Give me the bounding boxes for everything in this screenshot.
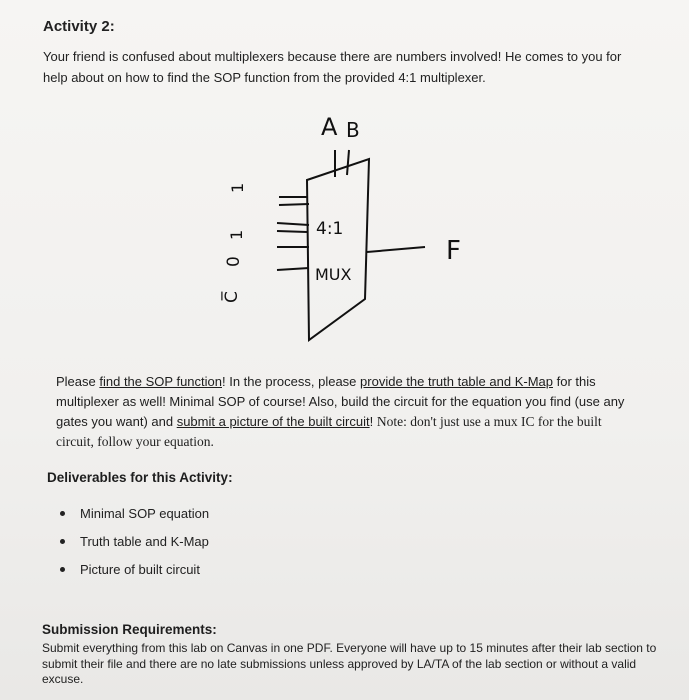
instr-link-sop: find the SOP function <box>99 374 222 389</box>
mux-type-label: MUX <box>315 265 352 284</box>
instr-text-4: ! <box>369 414 377 429</box>
instructions-paragraph <box>56 372 626 452</box>
submission-title: Submission Requirements: <box>42 622 217 637</box>
submission-text: Submit everything from this lab on Canvas in one PDF. Everyone will have up to 15 minutes after their lab section to submit their file and there are no late submissions unless approved by LA/TA of the lab section or without a valid excuse. <box>42 641 657 686</box>
activity-heading: Activity 2: <box>43 18 115 35</box>
bullet-icon <box>60 539 65 544</box>
input-label-i1: 1 <box>227 229 246 240</box>
mux-ratio-label: 4:1 <box>316 219 344 239</box>
select-line-b <box>347 150 349 175</box>
instr-note: Note: don't just use a mux IC for the built circuit, follow your equation. <box>56 414 602 449</box>
input-line-3 <box>277 268 309 270</box>
deliverable-label: Minimal SOP equation <box>80 505 210 521</box>
input-line-0 <box>279 204 309 205</box>
select-b-label: B <box>346 118 360 142</box>
input-label-i0: 1 <box>228 182 247 193</box>
mux-body <box>307 159 369 340</box>
output-label: F <box>446 236 461 266</box>
input-tick-1 <box>277 231 307 232</box>
mux-diagram <box>215 105 475 365</box>
mux-drawing <box>215 105 475 365</box>
input-label-i3: C̅ <box>222 291 242 303</box>
instr-text-3: for this multiplexer as well! Minimal SOP of course! Also, build the circuit for the equation you find (use any gates you want) and <box>56 374 625 429</box>
instr-link-truth-table: provide the truth table and K-Map <box>360 374 553 389</box>
output-line <box>367 247 425 252</box>
list-item <box>60 527 209 555</box>
bullet-icon <box>60 567 65 572</box>
instr-link-picture: submit a picture of the built circuit <box>176 414 370 429</box>
bullet-icon <box>60 511 65 516</box>
intro-paragraph: Your friend is confused about multiplexers because there are numbers involved! He comes to you for help about on how to find the SOP function from the provided 4:1 multiplexer. <box>43 49 622 85</box>
deliverable-label: Truth table and K-Map <box>80 533 209 549</box>
instr-text-1: Please <box>56 374 100 389</box>
deliverable-label: Picture of built circuit <box>80 561 200 577</box>
deliverables-list <box>60 499 209 583</box>
deliverables-title: Deliverables for this Activity: <box>47 470 233 485</box>
instr-text-2: ! In the process, please <box>222 374 361 389</box>
input-line-1 <box>277 223 309 225</box>
list-item <box>60 555 209 583</box>
select-a-label: A <box>321 113 338 141</box>
input-label-i2: 0 <box>224 256 244 267</box>
list-item <box>60 499 209 527</box>
